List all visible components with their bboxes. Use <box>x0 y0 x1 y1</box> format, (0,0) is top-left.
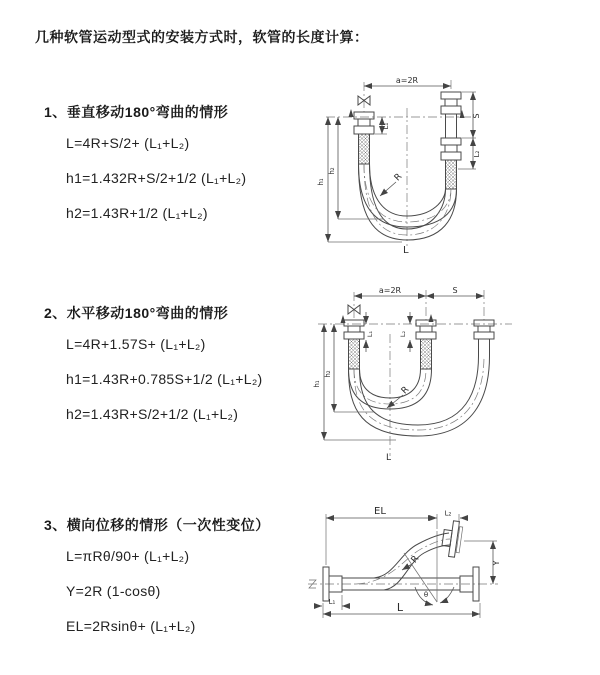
page-title: 几种软管运动型式的安装方式时，软管的长度计算： <box>35 29 369 45</box>
dim-label-l2: L₂ <box>399 330 407 338</box>
dim-label-y: Y <box>492 560 501 566</box>
radius-label: R <box>409 554 422 566</box>
formula-L: L=4R+1.57S+ (L₁+L₂) <box>66 336 206 352</box>
length-label: L <box>403 245 409 254</box>
diagram-horizontal-bend <box>306 282 578 464</box>
section-lateral-displacement <box>44 515 319 651</box>
dim-label-h2: h₂ <box>328 167 336 175</box>
section-2-heading: 2、水平移动180°弯曲的情形 <box>44 305 229 321</box>
formula-h1: h1=1.432R+S/2+1/2 (L₁+L₂) <box>66 170 247 186</box>
dim-label-h1: h₁ <box>317 178 325 186</box>
dim-label-l1: L₁ <box>382 122 390 130</box>
move-up-arrow-icon <box>341 315 346 323</box>
radius-label: R <box>392 171 405 184</box>
dim-label-l: L <box>396 601 404 614</box>
dim-label-l1: L₁ <box>366 330 374 338</box>
formula-h2: h2=1.43R+S/2+1/2 (L₁+L₂) <box>66 406 239 422</box>
dim-label-span: a=2R <box>378 286 402 295</box>
dim-label-span: a=2R <box>395 76 419 85</box>
hose-u-bend <box>349 356 490 436</box>
flange-displaced <box>441 520 464 558</box>
dim-label-l2: L₂ <box>473 150 481 158</box>
section-vertical-bend <box>44 102 319 238</box>
middle-fitting <box>416 320 436 369</box>
section-3-heading: 3、横向位移的情形（一次性变位） <box>44 517 270 533</box>
left-fitting <box>354 112 374 164</box>
move-up-arrow-icon <box>429 314 434 322</box>
formula-h1: h1=1.43R+0.785S+1/2 (L₁+L₂) <box>66 371 263 387</box>
hose-u-bend <box>359 164 457 240</box>
diagram-lateral-displacement <box>296 503 594 658</box>
section-1-heading: 1、垂直移动180°弯曲的情形 <box>44 104 229 120</box>
dim-label-s: S <box>472 113 481 119</box>
length-label: L <box>386 453 392 463</box>
formula-h2: h2=1.43R+1/2 (L₁+L₂) <box>66 205 208 221</box>
radius-leader <box>380 182 396 196</box>
diagram-vertical-bend <box>306 72 578 254</box>
radius-leader <box>387 395 403 408</box>
right-fitting-moved <box>474 320 494 356</box>
formula-Y: Y=2R (1-cosθ) <box>66 583 161 599</box>
dim-label-h1: h₁ <box>313 380 321 388</box>
move-up-arrow-icon <box>349 109 354 117</box>
dim-label-s: S <box>452 286 458 295</box>
formula-L: L=4R+S/2+ (L₁+L₂) <box>66 135 190 151</box>
dim-label-h2: h₂ <box>324 370 332 378</box>
section-horizontal-bend <box>44 303 319 439</box>
radius-label: R <box>399 384 412 397</box>
dim-label-l1: L₁ <box>328 598 336 606</box>
angle-label: θ <box>423 591 429 599</box>
angle-arc <box>440 587 454 603</box>
right-fitting <box>441 92 461 189</box>
formula-EL: EL=2Rsinθ+ (L₁+L₂) <box>66 618 196 634</box>
dim-label-el: EL <box>374 506 386 517</box>
dim-label-l2: L₂ <box>444 509 452 518</box>
formula-L: L=πRθ/90+ (L₁+L₂) <box>66 548 190 564</box>
left-fitting <box>344 320 364 369</box>
